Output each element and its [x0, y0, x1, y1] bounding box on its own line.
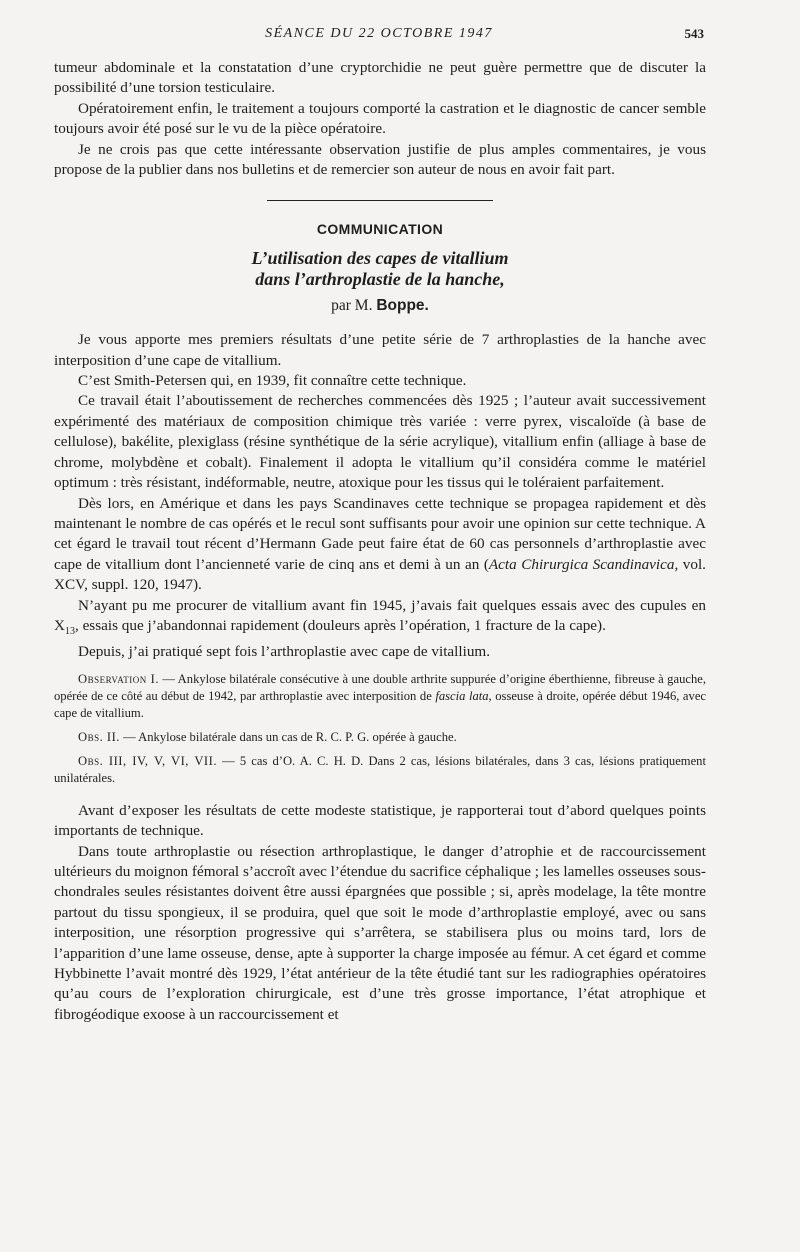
observation-3-label: Obs. III, IV, V, VI, VII.: [78, 753, 217, 768]
main-paragraph-4-text: Dès lors, en Amérique et dans les pays Scandinaves cette technique se propagea rapidement et dès maintenant le nombre de cas opérés et le recul sont suffisants pour avoir une opinion sur cette technique. A cet égard le travail tout récent d’Hermann Gade peut faire état de 60 cas personnels d’arthroplastie avec cape de vitallium dont l’ancienneté varie de cinq ans et demi à un an (: [54, 494, 706, 573]
observation-2: [54, 729, 706, 746]
main-paragraph-5: [54, 596, 706, 643]
observation-3: [54, 753, 706, 787]
main-paragraph-1: Je vous apporte mes premiers résultats d’une petite série de 7 arthroplasties de la hanche avec interposition d’une cape de vitallium.: [54, 331, 706, 369]
author-name: Boppe.: [376, 296, 429, 314]
observation-1-emphasis: fascia lata,: [435, 688, 492, 703]
observation-3-text: — 5 cas d’O. A. C. H. D. Dans 2 cas, lésions bilatérales, dans 3 cas, lésions pratiquement unilatérales.: [54, 753, 706, 785]
intro-paragraph-2: Opératoirement enfin, le traitement a toujours comporté la castration et le diagnostic de cancer semble toujours avoir été posé sur le vu de la pièce opératoire.: [54, 99, 706, 138]
main-paragraph-5-text: N’ayant pu me procurer de vitallium avant fin 1945, j’avais fait quelques essais avec des cupules en X: [54, 596, 706, 634]
observation-1: [54, 671, 706, 722]
technique-section: [54, 801, 706, 1025]
technique-paragraph-2: Dans toute arthroplastie ou résection arthroplastique, le danger d’atrophie et de raccourcissement ultérieurs du moignon fémoral s’accroît avec l’étendue du sacrifice céphalique ; les lamelles osseuses sous-chondrales seules résistantes doivent être aussi épargnées que possible ; si, après modelage, la tête montre partout du tissu spongieux, il se produira, quel que soit le mode d’arthroplastie employé, avec ou sans interposition, une résorption progressive qui s’arrêtera, se stabilisera plus ou moins tard, lors de l’apparition d’une lame osseuse, dense, apte à supporter la charge imposée au fémur. A cet égard et comme Hybbinette l’avait montré dès 1929, l’état antérieur de la tête étudié tant sur les radiographies opératoires qu’au cours de l’exploration chirurgicale, est d’une très grosse importance, l’état atrophique et fibrogéodique exoose à un raccourcissement et: [54, 842, 706, 1023]
running-title: SÉANCE DU 22 OCTOBRE 1947: [265, 26, 493, 41]
article-title-line-1: L’utilisation des capes de vitallium: [251, 247, 509, 268]
main-paragraph-2: C’est Smith-Petersen qui, en 1939, fit connaître cette technique.: [78, 372, 467, 390]
journal-reference: Acta Chirurgica Scandinavica,: [488, 555, 679, 573]
section-divider: [267, 200, 493, 201]
observations-list: [54, 671, 706, 787]
byline-prefix: par M.: [331, 296, 373, 314]
observation-1-end: osseuse à droite, opérée début 1946, avec cape de vitallium.: [54, 688, 706, 720]
article-title: [54, 248, 706, 290]
page-body: [54, 58, 706, 1025]
section-label: COMMUNICATION: [316, 221, 444, 238]
main-paragraph-5-end: , essais que j’abandonnai rapidement (douleurs après l’opération, 1 fracture de la cape).: [74, 616, 606, 634]
article-title-line-2: dans l’arthroplastie de la hanche,: [255, 268, 505, 289]
main-paragraph-6: Depuis, j’ai pratiqué sept fois l’arthroplastie avec cape de vitallium.: [78, 643, 491, 661]
byline: [54, 296, 706, 316]
intro-paragraph-1: tumeur abdominale et la constatation d’une cryptorchidie ne peut guère permettre que de discuter la possibilité d’une torsion testiculaire.: [54, 59, 706, 97]
observation-1-label: Observation I.: [78, 671, 159, 686]
main-paragraph-4: [54, 494, 706, 596]
subscript: 13: [64, 625, 75, 637]
intro-paragraph-3: Je ne crois pas que cette intéressante observation justifie de plus amples commentaires, je vous propose de la publier dans nos bulletins et de remercier son auteur de nous en avoir fait part.: [54, 140, 706, 179]
main-paragraph-3: Ce travail était l’aboutissement de recherches commencées dès 1925 ; l’auteur avait successivement expérimenté des matériaux de composition chimique très variée : verre pyrex, viscaloïde (à base de cellulose), bakélite, plexiglass (résine synthétique de la série acrylique), vitallium enfin (alliage à base de chrome, molybdène et cobalt). Finalement il adopta le vitallium qu’il considéra comme le matériel optimum : très résistant, indéformable, neutre, atoxique pour les tissus qui le toléraient parfaitement.: [54, 392, 706, 492]
observation-2-label: Obs. II.: [78, 729, 120, 744]
page-number: 543: [684, 26, 704, 41]
technique-paragraph-1: Avant d’exposer les résultats de cette modeste statistique, je rapporterai tout d’abord quelques points importants de technique.: [54, 801, 706, 840]
observation-1-text: — Ankylose bilatérale consécutive à une double arthrite suppurée d’origine éberthienne, fibreuse à gauche, opérée de ce côté au début de 1942, par arthroplastie avec interposition de: [54, 671, 706, 703]
running-header: [54, 26, 704, 44]
observation-2-text: — Ankylose bilatérale dans un cas de R. C. P. G. opérée à gauche.: [119, 729, 457, 744]
main-paragraph-4-end: vol. XCV, suppl. 120, 1947).: [54, 555, 706, 594]
